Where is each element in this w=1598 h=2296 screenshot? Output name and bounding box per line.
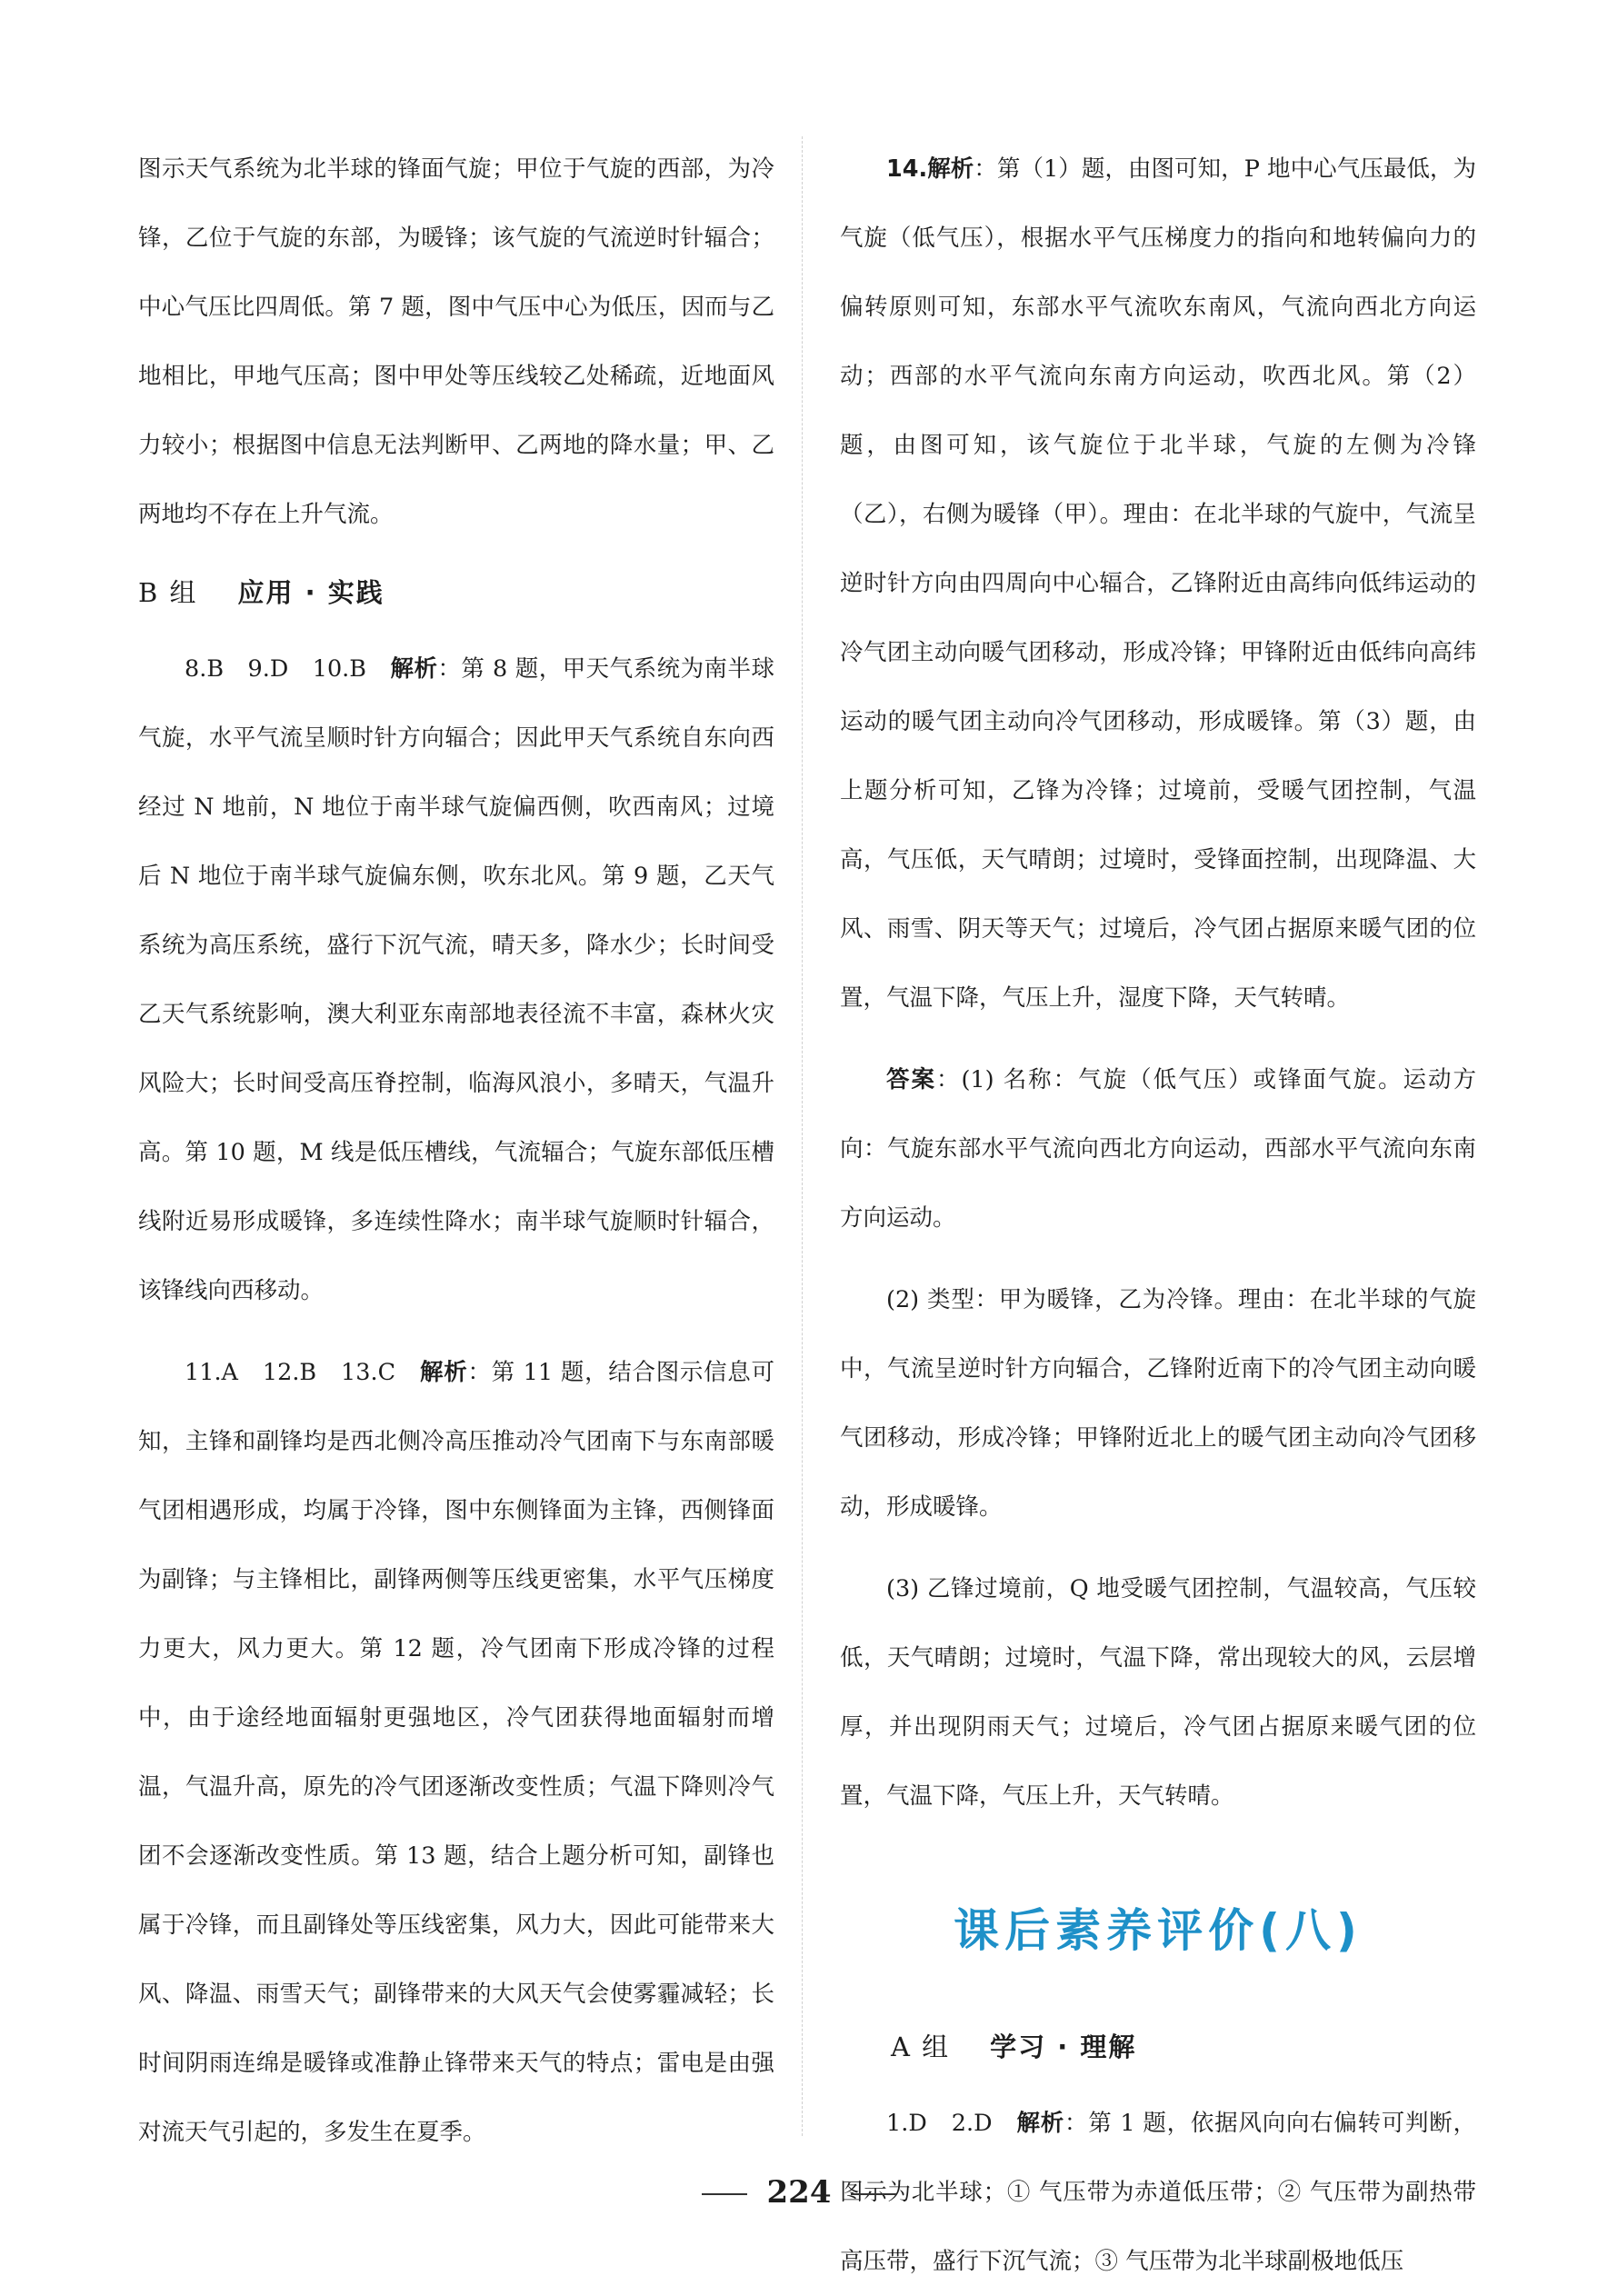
page-number-dash-right bbox=[851, 2193, 896, 2195]
answers-1-2: 1.D 2.D bbox=[886, 2110, 1017, 2137]
chapter-title: 课后素养评价(八) bbox=[954, 1904, 1363, 1957]
section-b-group: B 组 bbox=[138, 577, 198, 608]
left-paragraph-3 bbox=[138, 1338, 774, 2167]
section-a-title: 学习 · 理解 bbox=[990, 2031, 1137, 2062]
q14-label: 14.解析 bbox=[886, 155, 974, 183]
answer-paragraph-3: (3) 乙锋过境前，Q 地受暖气团控制，气温较高，气压较低，天气晴朗；过境时，气温下降，常出现较大的风，云层增厚，并出现阴雨天气；过境后，冷气团占据原来暖气团的位置，气温下降，气压上升，天气转晴。 bbox=[840, 1575, 1476, 1810]
section-b-title: 应用 · 实践 bbox=[237, 577, 385, 608]
analysis-label: 解析 bbox=[420, 1359, 468, 1386]
answer-1-text: ：(1) 名称：气旋（低气压）或锋面气旋。运动方向：气旋东部水平气流向西北方向运动，西部水平气流向东南方向运动。 bbox=[840, 1066, 1476, 1232]
right-paragraph-14 bbox=[840, 135, 1476, 1033]
answer-paragraph-2: (2) 类型：甲为暖锋，乙为冷锋。理由：在北半球的气旋中，气流呈逆时针方向辐合，乙锋附近南下的冷气团主动向暖气团移动，形成冷锋；甲锋附近北上的暖气团主动向冷气团移动，形成暖锋。 bbox=[840, 1286, 1476, 1521]
left-paragraph-2 bbox=[138, 634, 774, 1325]
section-heading-a bbox=[840, 2012, 1476, 2081]
analysis-text-11-13: ：第 11 题，结合图示信息可知，主锋和副锋均是西北侧冷高压推动冷气团南下与东南部暖气团相遇形成，均属于冷锋，图中东侧锋面为主锋，西侧锋面为副锋；与主锋相比，副锋两侧等压线更密集，水平气压梯度力更大，风力更大。第 12 题，冷气团南下形成冷锋的过程中，由于途经地面辐射更强地区，冷气团获得地面辐射而增温，气温升高，原先的冷气团逐渐改变性质；气温下降则冷气团不会逐渐改变性质。第 13 题，结合上题分析可知，副锋也属于冷锋，而且副锋处等压线密集，风力大，因此可能带来大风、降温、雨雪天气；副锋带来的大风天气会使雾霾减轻；长时间阴雨连绵是暖锋或准静止锋带来天气的特点；雷电是由强对流天气引起的，多发生在夏季。 bbox=[138, 1359, 774, 2146]
analysis-label: 解析 bbox=[1016, 2110, 1064, 2137]
analysis-text-1-2: ：第 1 题，依据风向向右偏转可判断，图示为北半球；① 气压带为赤道低压带；② 气压带为副热带高压带，盛行下沉气流；③ 气压带为北半球副极地低压 bbox=[840, 2110, 1476, 2275]
section-a-group: A 组 bbox=[891, 2031, 951, 2062]
analysis-label: 解析 bbox=[390, 655, 438, 683]
answer-paragraph-1 bbox=[840, 1045, 1476, 1253]
left-column bbox=[138, 135, 774, 2167]
analysis-text-8-10: ：第 8 题，甲天气系统为南半球气旋，水平气流呈顺时针方向辐合；因此甲天气系统自东向西经过 N 地前，N 地位于南半球气旋偏西侧，吹西南风；过境后 N 地位于南半球气旋偏东侧，吹东北风。第 9 题，乙天气系统为高压系统，盛行下沉气流，晴天多，降水少；长时间受乙天气系统影响，澳大利亚东南部地表径流不丰富，森林火灾风险大；长时间受高压脊控制，临海风浪小，多晴天，气温升高。第 10 题，M 线是低压槽线，气流辐合；气旋东部低压槽线附近易形成暖锋，多连续性降水；南半球气旋顺时针辐合，该锋线向西移动。 bbox=[138, 655, 774, 1304]
page-number-dash-left bbox=[702, 2193, 747, 2195]
q14-analysis-text: ：第（1）题，由图可知，P 地中心气压最低，为气旋（低气压），根据水平气压梯度力的指向和地转偏向力的偏转原则可知，东部水平气流吹东南风，气流向西北方向运动；西部的水平气流向东南方向运动，吹西北风。第（2）题，由图可知，该气旋位于北半球，气旋的左侧为冷锋（乙），右侧为暖锋（甲）。理由：在北半球的气旋中，气流呈逆时针方向由四周向中心辐合，乙锋附近由高纬向低纬运动的冷气团主动向暖气团移动，形成冷锋；甲锋附近由低纬向高纬运动的暖气团主动向冷气团移动，形成暖锋。第（3）题，由上题分析可知，乙锋为冷锋；过境前，受暖气团控制，气温高，气压低，天气晴朗；过境时，受锋面控制，出现降温、大风、雨雪、阴天等天气；过境后，冷气团占据原来暖气团的位置，气温下降，气压上升，湿度下降，天气转晴。 bbox=[840, 155, 1476, 1012]
section-heading-b bbox=[138, 558, 774, 627]
answers-11-13: 11.A 12.B 13.C bbox=[185, 1359, 421, 1386]
left-paragraph-1: 图示天气系统为北半球的锋面气旋；甲位于气旋的西部，为冷锋，乙位于气旋的东部，为暖锋；该气旋的气流逆时针辐合；中心气压比四周低。第 7 题，图中气压中心为低压，因而与乙地相比，甲地气压高；图中甲处等压线较乙处稀疏，近地面风力较小；根据图中信息无法判断甲、乙两地的降水量；甲、乙两地均不存在上升气流。 bbox=[138, 155, 774, 528]
right-column bbox=[840, 135, 1476, 2296]
answers-8-10: 8.B 9.D 10.B bbox=[185, 655, 391, 683]
column-divider bbox=[802, 136, 803, 2136]
page-number bbox=[0, 2174, 1598, 2211]
page-number-value: 224 bbox=[766, 2174, 832, 2211]
answer-label: 答案 bbox=[886, 1066, 936, 1093]
